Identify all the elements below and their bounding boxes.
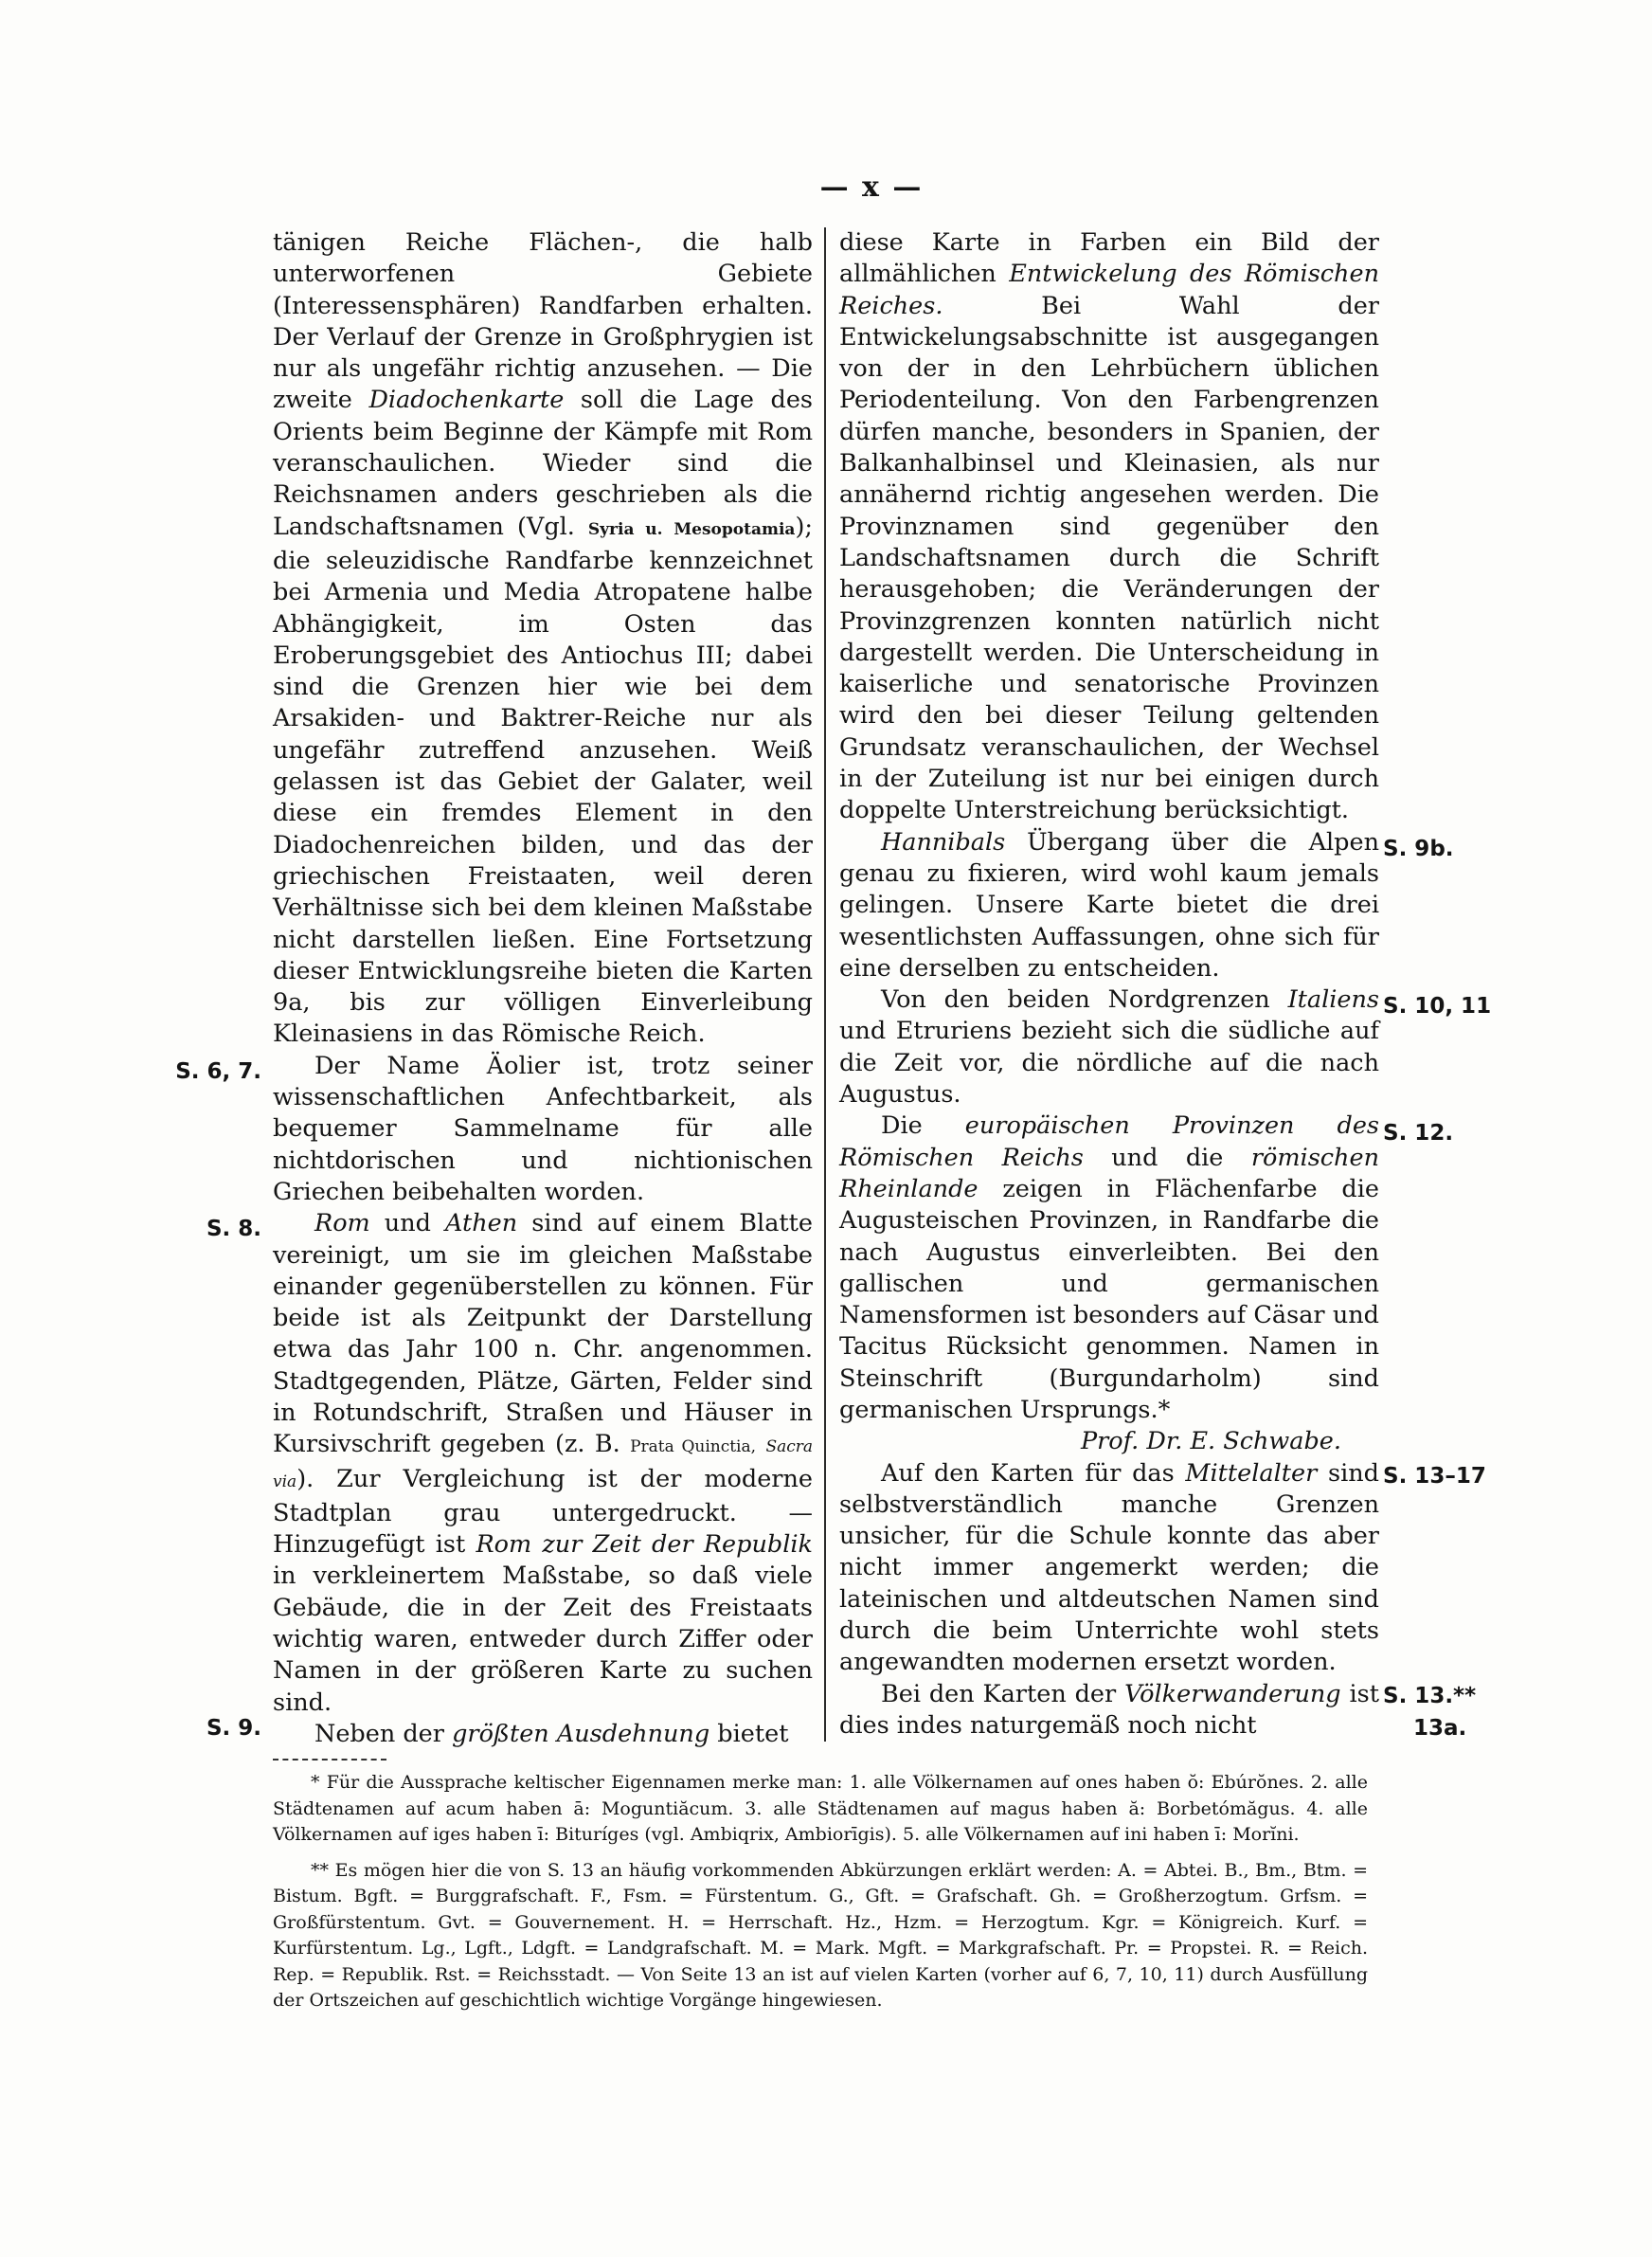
footnote-pronunciation: * Für die Aussprache keltischer Eigennamen merke man: 1. alle Völkernamen auf ones haben ŏ: Ebúrŏnes. 2. alle Städtenamen auf acum haben ā: Moguntiăcum. 3. alle Städtenamen auf magus haben ă: Borbetómăgus. 4. alle Völkernamen auf iges haben ī: Bituríges (vgl. Ambiqrix, Ambiorīgis). 5. alle Völkernamen auf ini haben ī: Morĭni. [273, 1772, 1368, 1845]
margin-note-s9: S. 9. [206, 1716, 261, 1741]
footnotes [273, 1770, 1368, 2024]
margin-note-s13a: 13a. [1413, 1716, 1467, 1741]
column-divider [824, 227, 826, 1742]
margin-note-s9b: S. 9b. [1383, 837, 1454, 861]
paragraph-rom-athen: Rom und Athen sind auf einem Blatte vereinigt, um sie im gleichen Maßstabe einander gegenüberstellen zu können. Für beide ist als Zeitpunkt der Darstellung etwa das Jahr 100 n. Chr. angenommen. Stadtgegenden, Plätze, Gärten, Felder sind in Rotundschrift, Straßen und Häuser in Kursivschrift gegeben (z. B. Prata Quinctia, Sacra via). Zur Vergleichung ist der moderne Stadtplan grau untergedruckt. — Hinzugefügt ist Rom zur Zeit der Republik in verkleinertem Maßstabe, so daß viele Gebäude, die in der Zeit des Freistaats wichtig waren, entweder durch Ziffer oder Namen in der größeren Karte zu suchen sind. [273, 1209, 814, 1717]
paragraph-mittelalter: Auf den Karten für das Mittelalter sind selbstverständlich manche Grenzen unsicher, für die Schule konnte das aber nicht immer angemerkt werden; die lateinischen und altdeutschen Namen sind durch die beim Unterrichte wohl stets angewandten modernen ersetzt worden. [839, 1458, 1379, 1677]
right-column [839, 227, 1379, 1742]
paragraph-italien: Von den beiden Nordgrenzen Italiens und Etruriens bezieht sich die südliche auf die Zeit vor, die nördliche auf die nach Augustus. [839, 985, 1379, 1110]
paragraph-entwickelung: diese Karte in Farben ein Bild der allmählichen Entwickelung des Römischen Reiches. Bei Wahl der Entwickelungsabschnitte ist ausgegangen von der in den Lehrbüchern üblichen Periodenteilung. Von den Farbengrenzen dürfen manche, besonders in Spanien, der Balkanhalbinsel und Kleinasien, als nur annähernd richtig angesehen werden. Die Provinznamen sind gegenüber den Landschaftsnamen durch die Schrift herausgehoben; die Veränderungen der Provinzgrenzen konnten natürlich nicht dargestellt werden. Die Unterscheidung in kaiserliche und senatorische Provinzen wird den bei dieser Teilung geltenden Grundsatz veranschaulichen, der Wechsel in der Zuteilung ist nur bei einigen durch doppelte Unterstreichung berücksichtigt. [839, 228, 1379, 825]
margin-note-s12: S. 12. [1383, 1121, 1454, 1146]
footnote-rule [273, 1759, 386, 1760]
signature: Prof. Dr. E. Schwabe. [1080, 1427, 1341, 1456]
margin-note-s8: S. 8. [206, 1217, 261, 1241]
paragraph-ausdehnung: Neben der größten Ausdehnung bietet [314, 1719, 789, 1748]
paragraph-voelkerwanderung: Bei den Karten der Völkerwanderung ist dies indes naturgemäß noch nicht [839, 1679, 1379, 1740]
margin-note-s67: S. 6, 7. [175, 1059, 261, 1084]
margin-note-s13star: S. 13.** [1383, 1684, 1477, 1708]
paragraph-provinzen: Die europäischen Provinzen des Römischen Reichs und die römischen Rheinlande zeigen in Flächenfarbe die Augusteischen Provinzen, in Randfarbe die nach Augustus einverleibten. Bei den gallischen und germanischen Namensformen ist besonders auf Cäsar und Tacitus Rücksicht genommen. Namen in Steinschrift (Burgundarholm) sind germanischen Ursprungs.* [839, 1111, 1379, 1424]
margin-note-s1011: S. 10, 11 [1383, 994, 1492, 1019]
paragraph-diadochen: tänigen Reiche Flächen-, die halb unterworfenen Gebiete (Interessensphären) Randfarben erhalten. Der Verlauf der Grenze in Großphrygien ist nur als ungefähr richtig anzusehen. — Die zweite Diadochenkarte soll die Lage des Orients beim Beginne der Kämpfe mit Rom veranschaulichen. Wieder sind die Reichsnamen anders geschrieben als die Landschaftsnamen (Vgl. Syria u. Mesopotamia); die seleuzidische Randfarbe kennzeichnet bei Armenia und Media Atropatene halbe Abhängigkeit, im Osten das Eroberungsgebiet des Antiochus III; dabei sind die Grenzen hier wie bei dem Arsakiden- und Baktrer-Reiche nur als ungefähr zutreffend anzusehen. Weiß gelassen ist das Gebiet der Galater, weil diese ein fremdes Element in den Diadochenreichen bilden, und das der griechischen Freistaaten, weil deren Verhältnisse sich bei dem kleinen Maßstabe nicht darstellen ließen. Eine Fortsetzung dieser Entwicklungsreihe bieten die Karten 9a, bis zur völligen Einverleibung Kleinasiens in das Römische Reich. [273, 228, 814, 1049]
left-column [273, 227, 813, 1750]
paragraph-hannibal: Hannibals Übergang über die Alpen genau zu fixieren, wird wohl kaum jemals gelingen. Unsere Karte bietet die drei wesentlichsten Auffassungen, ohne sich für eine derselben zu entscheiden. [839, 827, 1379, 983]
page-number: — x — [819, 171, 924, 204]
footnote-abbreviations: ** Es mögen hier die von S. 13 an häufig vorkommenden Abkürzungen erklärt werden: A. = Abtei. B., Bm., Btm. = Bistum. Bgft. = Burggrafschaft. F., Fsm. = Fürstentum. G., Gft. = Grafschaft. Gh. = Großherzogtum. Grfsm. = Großfürstentum. Gvt. = Gouvernement. H. = Herrschaft. Hz., Hzm. = Herzogtum. Kgr. = Königreich. Kurf. = Kurfürstentum. Lg., Lgft., Ldgft. = Landgrafschaft. M. = Mark. Mgft. = Markgrafschaft. Pr. = Propstei. R. = Reich. Rep. = Republik. Rst. = Reichsstadt. — Von Seite 13 an ist auf vielen Karten (vorher auf 6, 7, 10, 11) durch Ausfüllung der Ortszeichen auf geschichtlich wichtige Vorgänge hingewiesen. [273, 1859, 1368, 2011]
paragraph-aeolier: Der Name Äolier ist, trotz seiner wissenschaftlichen Anfechtbarkeit, als bequemer Sammelname für alle nichtdorischen und nichtionischen Griechen beibehalten worden. [273, 1051, 813, 1206]
margin-note-s1317: S. 13–17 [1383, 1464, 1486, 1489]
